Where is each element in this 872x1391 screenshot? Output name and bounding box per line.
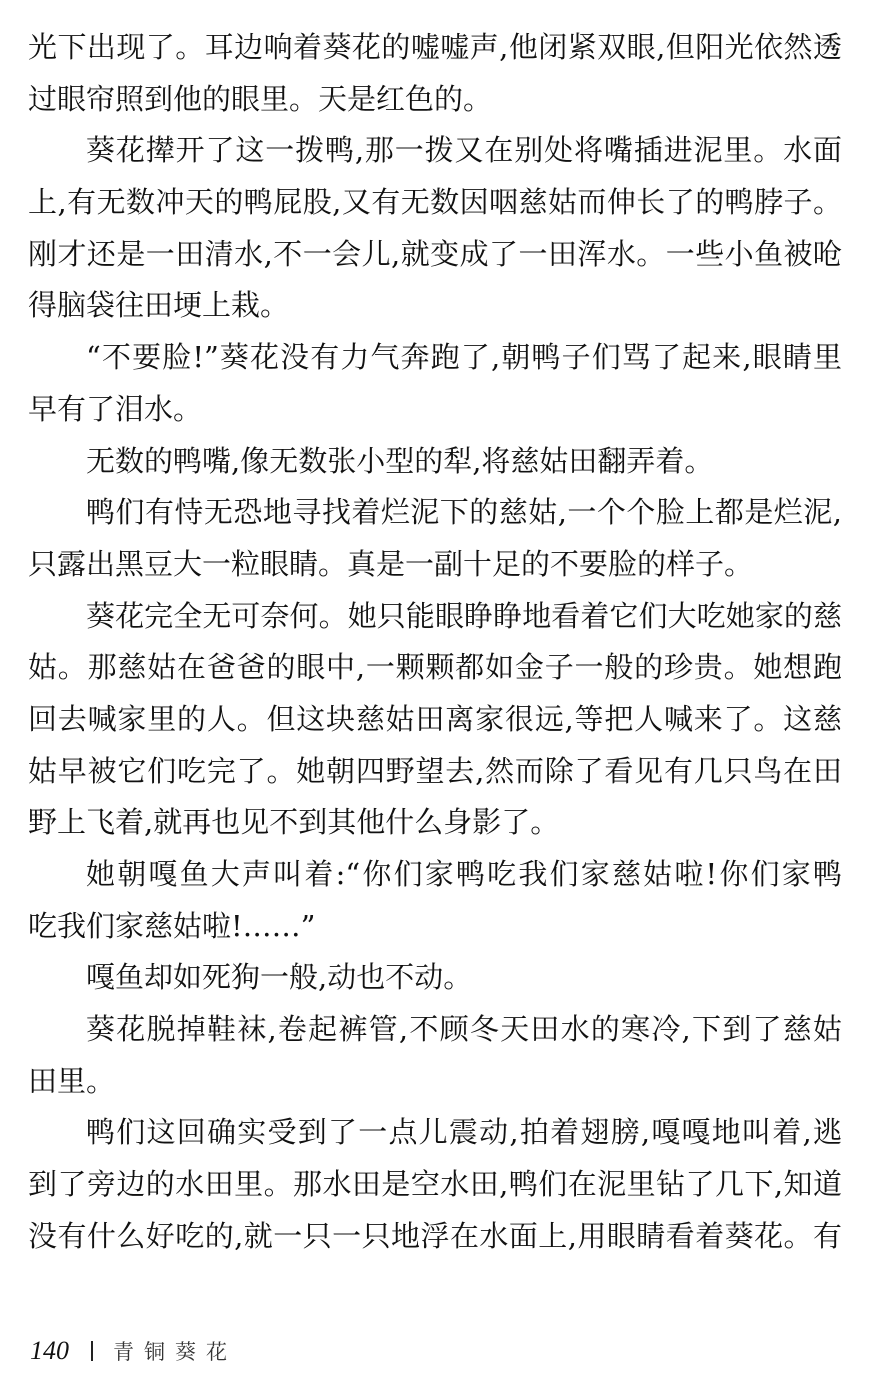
paragraph <box>28 952 842 1004</box>
text-line: 刚才还是一田清水,不一会儿,就变成了一田浑水。一些小鱼被呛 <box>28 236 842 271</box>
text-line: 过眼帘照到他的眼里。天是红色的。 <box>28 81 493 116</box>
text-line: 野上飞着,就再也见不到其他什么身影了。 <box>28 805 560 840</box>
text-line: 得脑袋往田埂上栽。 <box>28 288 290 323</box>
text-line: 吃我们家慈姑啦!……” <box>28 908 316 943</box>
text-line: 光下出现了。耳边响着葵花的嘘嘘声,他闭紧双眼,但阳光依然透 <box>28 30 842 64</box>
paragraph <box>28 1107 842 1262</box>
paragraph <box>28 332 842 435</box>
text-line: 鸭们有恃无恐地寻找着烂泥下的慈姑,一个个脸上都是烂泥, <box>86 495 842 530</box>
text-line: 到了旁边的水田里。那水田是空水田,鸭们在泥里钻了几下,知道 <box>28 1167 842 1202</box>
text-line: 姑早被它们吃完了。她朝四野望去,然而除了看见有几只鸟在田 <box>28 753 842 788</box>
text-line: 回去喊家里的人。但这块慈姑田离家很远,等把人喊来了。这慈 <box>28 701 842 736</box>
text-line: 只露出黑豆大一粒眼睛。真是一副十足的不要脸的样子。 <box>28 546 754 581</box>
text-line: 她朝嘎鱼大声叫着:“你们家鸭吃我们家慈姑啦!你们家鸭 <box>86 857 842 891</box>
body-text <box>28 22 842 1263</box>
paragraph <box>28 487 842 590</box>
page-footer <box>30 1334 237 1368</box>
book-title: 青铜葵花 <box>113 1340 237 1364</box>
text-line: 无数的鸭嘴,像无数张小型的犁,将慈姑田翻弄着。 <box>86 443 714 478</box>
paragraph <box>28 22 842 125</box>
page-number: 140 <box>30 1336 69 1365</box>
text-line: 鸭们这回确实受到了一点儿震动,拍着翅膀,嘎嘎地叫着,逃 <box>86 1115 842 1150</box>
footer-divider <box>91 1341 93 1361</box>
text-line: 葵花撵开了这一拨鸭,那一拨又在别处将嘴插进泥里。水面 <box>86 133 842 168</box>
text-line: 葵花脱掉鞋袜,卷起裤管,不顾冬天田水的寒冷,下到了慈姑 <box>86 1012 842 1047</box>
text-line: 葵花完全无可奈何。她只能眼睁睁地看着它们大吃她家的慈 <box>86 598 842 633</box>
text-line: 嘎鱼却如死狗一般,动也不动。 <box>86 960 473 995</box>
paragraph <box>28 125 842 332</box>
text-line: 姑。那慈姑在爸爸的眼中,一颗颗都如金子一般的珍贵。她想跑 <box>28 650 842 685</box>
text-line: 没有什么好吃的,就一只一只地浮在水面上,用眼睛看着葵花。有 <box>28 1218 842 1253</box>
paragraph <box>28 1004 842 1107</box>
paragraph <box>28 436 842 488</box>
text-line: 早有了泪水。 <box>28 391 203 426</box>
paragraph <box>28 849 842 952</box>
text-line: 田里。 <box>28 1063 116 1098</box>
paragraph <box>28 591 842 849</box>
text-line: “不要脸!”葵花没有力气奔跑了,朝鸭子们骂了起来,眼睛里 <box>86 340 842 375</box>
text-line: 上,有无数冲天的鸭屁股,又有无数因咽慈姑而伸长了的鸭脖子。 <box>28 185 842 220</box>
